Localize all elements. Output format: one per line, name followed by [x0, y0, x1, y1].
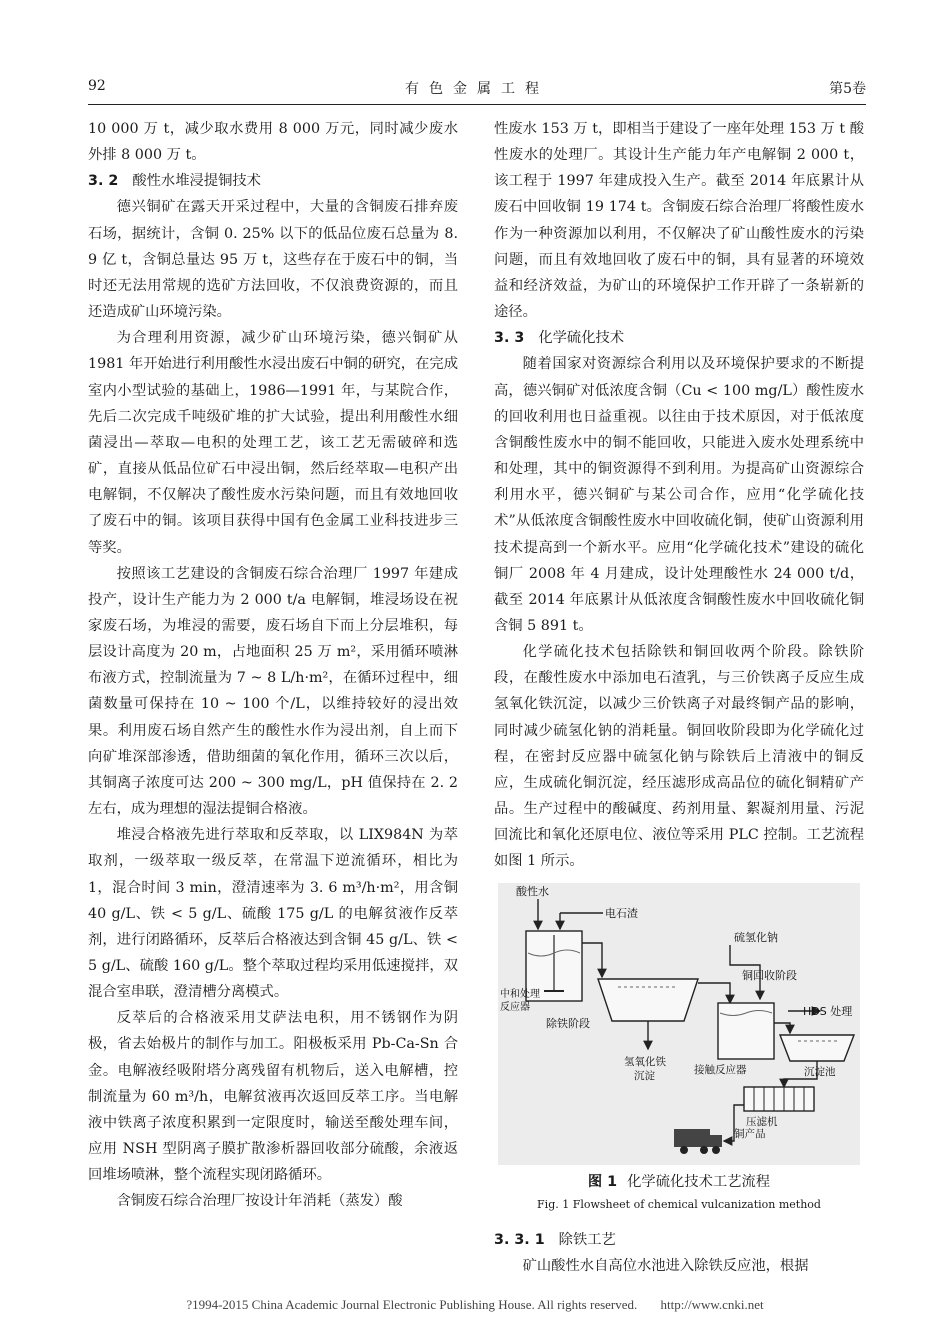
paragraph: 按照该工艺建设的含铜废石综合治理厂 1997 年建成投产，设计生产能力为 2 000 t/a 电解铜，堆浸场设在祝家废石场，为堆浸的需要，废石场自下而上分层堆积，每层设计高度为 20 m，占地面积 25 万 m²，采用循环喷淋布液方式，控制流量为 7 ~ 8 L/h·m²，在循环过程中，细菌数量可保持在 10 ~ 100 个/L，以维持较好的浸出效果。利用废石场自然产生的酸性水作为浸出剂，自上而下向矿堆深部渗透，借助细菌的氧化作用，循环三次以后，其铜离子浓度可达 200 ~ 300 mg/L，pH 值保持在 2. 2 左右，成为理想的湿法提铜合格液。 — [88, 565, 458, 818]
section-title: 酸性水堆浸提铜技术 — [132, 173, 261, 190]
label-reactor-2: 反应器 — [500, 1001, 530, 1013]
spacer — [494, 1215, 864, 1227]
label-nahs: 硫氢化钠 — [734, 930, 778, 944]
label-carbide: 电石渣 — [605, 906, 638, 920]
paragraph: 矿山酸性水自高位水池进入除铁反应池，根据 — [522, 1257, 809, 1274]
section-heading-3-3-1 — [494, 1227, 864, 1253]
section-heading-3-2 — [88, 168, 458, 194]
label-contact-reactor: 接触反应器 — [694, 1063, 747, 1076]
paragraph: 为合理利用资源，减少矿山环境污染，德兴铜矿从 1981 年开始进行利用酸性水浸出废石中铜的研究，在完成室内小型试验的基础上，1986—1991 年，与某院合作，先后二次完成千吨级矿堆的扩大试验，提出利用酸性水细菌浸出—萃取—电积的处理工艺，该工艺无需破碎和选矿，直接从低品位矿石中浸出铜，然后经萃取—电积产出电解铜，不仅解决了酸性废水污染问题，而且有效地回收了废石中的铜。该项目获得中国有色金属工业科技进步三等奖。 — [88, 330, 458, 556]
flowsheet-svg — [498, 883, 860, 1165]
paragraph: 性废水 153 万 t，即相当于建设了一座年处理 153 万 t 酸性废水的处理厂。其设计生产能力年产电解铜 2 000 t，该工程于 1997 年建成投入生产。截至 2014 年底累计从废石中回收铜 19 174 t。含铜废石综合治理厂将酸性废水作为一种资源加以利用，不仅解决了矿山酸性废水的污染问题，而且有效地回收了废石中的铜，具有显著的环境效益和经济效益，为矿山的环境保护工作开辟了一条崭新的途径。 — [494, 121, 864, 321]
fe-clarifier — [598, 979, 698, 1021]
section-heading-3-3 — [494, 325, 864, 351]
label-cu-stage: 铜回收阶段 — [742, 968, 797, 982]
figure-title: 化学硫化技术工艺流程 — [627, 1173, 771, 1190]
copyright-text: ?1994-2015 China Academic Journal Electronic Publishing House. All rights reserved. — [186, 1297, 638, 1312]
section-number: 3. 3 — [494, 330, 525, 347]
right-column — [494, 116, 864, 1279]
label-feoh-2: 沉淀 — [634, 1069, 655, 1082]
paragraph: 10 000 万 t，减少取水费用 8 000 万元，同时减少废水外排 8 000 万 t。 — [88, 121, 458, 164]
label-cu-product: 铜产品 — [734, 1127, 766, 1140]
page-footer — [0, 1297, 950, 1313]
header-rule — [88, 104, 866, 105]
paragraph: 德兴铜矿在露天开采过程中，大量的含铜废石排弃废石场，据统计，含铜 0. 25% 以下的低品位废石总量为 8. 9 亿 t，含铜总量达 95 万 t，这些存在于废石中的铜，当时还无法用常规的选矿方法回收，不仅浪费资源的，而且还造成矿山环境污染。 — [88, 199, 458, 321]
paragraph: 含铜废石综合治理厂按设计年消耗（蒸发）酸 — [116, 1193, 403, 1210]
paragraph: 堆浸合格液先进行萃取和反萃取，以 LIX984N 为萃取剂，一级萃取一级反萃，在常温下逆流循环，相比为 1，混合时间 3 min，澄清速率为 3. 6 m³/h·m²，用含铜 40 g/L、铁 < 5 g/L、硫酸 175 g/L 的电解贫液作反萃剂，进行闭路循环，反萃后合格液达到含铜 45 g/L、铁 < 5 g/L、硫酸 160 g/L。整个萃取过程均采用低速搅拌，双混合室串联，澄清槽分离模式。 — [88, 827, 458, 1001]
footer-url[interactable]: http://www.cnki.net — [660, 1297, 764, 1312]
label-fe-stage: 除铁阶段 — [546, 1016, 590, 1030]
label-feoh-1: 氢氧化铁 — [624, 1055, 666, 1068]
page-header — [88, 78, 866, 102]
left-column — [88, 116, 458, 1215]
label-settling-tank: 沉淀池 — [804, 1065, 836, 1078]
paragraph: 化学硫化技术包括除铁和铜回收两个阶段。除铁阶段，在酸性废水中添加电石渣乳，与三价铁离子反应生成氢氧化铁沉淀，以减少三价铁离子对最终铜产品的影响，同时减少硫氢化钠的消耗量。铜回收阶段即为化学硫化过程，在密封反应器中硫氢化钠与除铁后上清液中的铜反应，生成硫化铜沉淀，经压滤形成高品位的硫化铜精矿产品。生产过程中的酸碱度、药剂用量、絮凝剂用量、污泥回流比和氧化还原电位、液位等采用 PLC 控制。工艺流程如图 1 所示。 — [494, 644, 864, 870]
section-title: 化学硫化技术 — [538, 330, 625, 347]
flowsheet-diagram — [498, 883, 860, 1165]
figure-caption-en: Fig. 1 Flowsheet of chemical vulcanization method — [537, 1197, 821, 1211]
label-hds: HDS 处理 — [803, 1004, 853, 1018]
figure-number: 图 1 — [587, 1173, 618, 1190]
settling-tank — [780, 1035, 854, 1061]
figure-caption-cn — [494, 1169, 864, 1195]
label-reactor-1: 中和处理 — [500, 988, 540, 1000]
volume-label: 第5卷 — [829, 81, 866, 97]
page-number: 92 — [88, 78, 106, 94]
paragraph: 反萃后的合格液采用艾萨法电积，用不锈钢作为阴极，省去始极片的制作与加工。阳极板采用 Pb-Ca-Sn 合金。电解液经吸附塔分离残留有机物后，送入电解槽，控制流量为 60 m³/h，电解贫液再次返回反萃工序。当电解液中铁离子浓度积累到一定限度时，输送至酸处理车间，应用 NSH 型阴离子膜扩散渗析器回收部分硫酸，余液返回堆场喷淋，整个流程实现闭路循环。 — [88, 1010, 458, 1184]
section-number: 3. 2 — [88, 173, 119, 190]
label-acid-water: 酸性水 — [516, 884, 549, 898]
journal-title: 有色金属工程 — [405, 81, 549, 97]
figure-1 — [494, 883, 864, 1215]
section-number: 3. 3. 1 — [494, 1231, 545, 1248]
section-title: 除铁工艺 — [558, 1231, 616, 1248]
label-filter-press: 压滤机 — [746, 1115, 778, 1128]
paragraph: 随着国家对资源综合利用以及环境保护要求的不断提高，德兴铜矿对低浓度含铜（Cu < 100 mg/L）酸性废水的回收利用也日益重视。以往由于技术原因，对于低浓度含铜酸性废水中的铜不能回收，只能进入废水处理系统中和处理，其中的铜资源得不到利用。为提高矿山资源综合利用水平，德兴铜矿与某公司合作，应用“化学硫化技术”从低浓度含铜酸性废水中回收硫化铜，使矿山资源利用技术提高到一个新水平。应用“化学硫化技术”建设的硫化铜厂 2008 年 4 月建成，设计处理酸性水 24 000 t/d，截至 2014 年底累计从低浓度含铜酸性废水中回收硫化铜含铜 5 891 t。 — [494, 356, 864, 634]
